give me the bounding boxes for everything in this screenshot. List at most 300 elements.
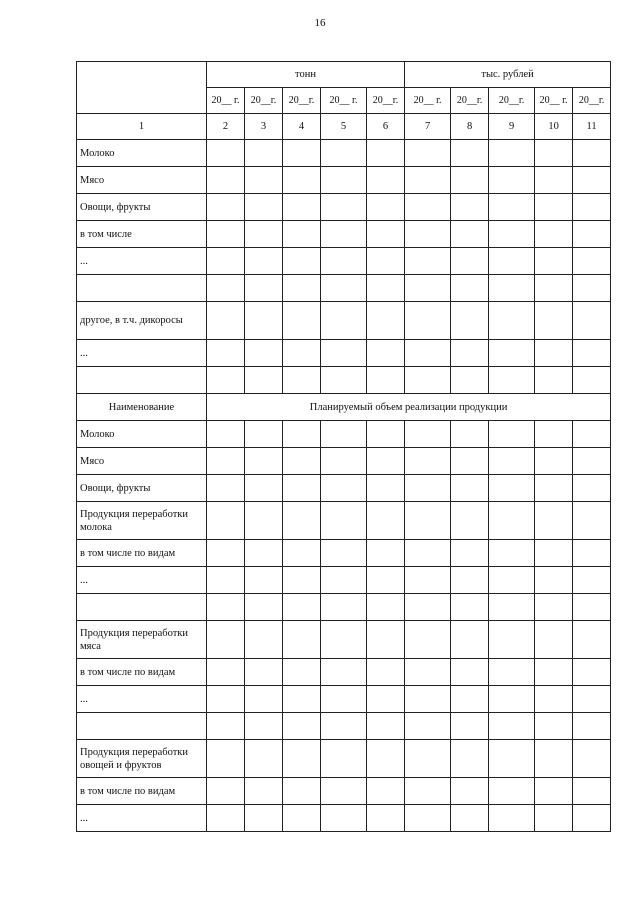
- row-name-cell: Мясо: [77, 448, 207, 475]
- value-cell: [451, 194, 489, 221]
- value-cell: [535, 340, 573, 367]
- column-number-cell: 11: [573, 114, 611, 140]
- value-cell: [283, 421, 321, 448]
- value-cell: [207, 713, 245, 740]
- value-cell: [573, 740, 611, 778]
- row-name-cell: ...: [77, 340, 207, 367]
- value-cell: [283, 302, 321, 340]
- header-column-numbers-row: [77, 114, 611, 140]
- value-cell: [321, 805, 367, 832]
- row-name-cell: в том числе по видам: [77, 778, 207, 805]
- value-cell: [535, 502, 573, 540]
- value-cell: [405, 221, 451, 248]
- value-cell: [535, 421, 573, 448]
- column-number-cell: 8: [451, 114, 489, 140]
- table-row: [77, 421, 611, 448]
- value-cell: [245, 740, 283, 778]
- page-number: 16: [314, 17, 326, 29]
- value-cell: [283, 740, 321, 778]
- value-cell: [405, 167, 451, 194]
- value-cell: [367, 805, 405, 832]
- value-cell: [489, 275, 535, 302]
- value-cell: [573, 248, 611, 275]
- value-cell: [283, 221, 321, 248]
- table-row: [77, 448, 611, 475]
- row-name-cell: [77, 275, 207, 302]
- value-cell: [489, 340, 535, 367]
- value-cell: [405, 421, 451, 448]
- value-cell: [489, 475, 535, 502]
- row-name-cell: Овощи, фрукты: [77, 194, 207, 221]
- value-cell: [207, 594, 245, 621]
- value-cell: [451, 713, 489, 740]
- value-cell: [367, 448, 405, 475]
- row-name-cell: Молоко: [77, 421, 207, 448]
- table-row: [77, 805, 611, 832]
- table-row: [77, 659, 611, 686]
- value-cell: [405, 567, 451, 594]
- value-cell: [573, 659, 611, 686]
- value-cell: [405, 686, 451, 713]
- row-name-cell: Продукция переработки овощей и фруктов: [77, 740, 207, 778]
- value-cell: [321, 567, 367, 594]
- value-cell: [451, 275, 489, 302]
- year-header-cell: 20__г.: [573, 88, 611, 114]
- row-name-cell: Продукция переработки мяса: [77, 621, 207, 659]
- value-cell: [283, 567, 321, 594]
- value-cell: [451, 140, 489, 167]
- value-cell: [207, 340, 245, 367]
- section2-header-row: [77, 394, 611, 421]
- year-header-cell: 20__ г.: [405, 88, 451, 114]
- value-cell: [573, 340, 611, 367]
- value-cell: [489, 686, 535, 713]
- table-row: [77, 594, 611, 621]
- value-cell: [573, 448, 611, 475]
- value-cell: [207, 659, 245, 686]
- value-cell: [489, 194, 535, 221]
- row-name-cell: в том числе по видам: [77, 540, 207, 567]
- value-cell: [573, 140, 611, 167]
- value-cell: [489, 448, 535, 475]
- value-cell: [321, 275, 367, 302]
- value-cell: [535, 621, 573, 659]
- value-cell: [405, 475, 451, 502]
- value-cell: [405, 805, 451, 832]
- value-cell: [451, 421, 489, 448]
- year-header-cell: 20__г.: [489, 88, 535, 114]
- value-cell: [535, 540, 573, 567]
- row-name-cell: ...: [77, 805, 207, 832]
- value-cell: [367, 140, 405, 167]
- year-header-cell: 20__г.: [245, 88, 283, 114]
- value-cell: [405, 275, 451, 302]
- value-cell: [405, 448, 451, 475]
- value-cell: [245, 778, 283, 805]
- value-cell: [321, 302, 367, 340]
- value-cell: [451, 221, 489, 248]
- value-cell: [283, 805, 321, 832]
- value-cell: [573, 778, 611, 805]
- value-cell: [489, 421, 535, 448]
- value-cell: [207, 567, 245, 594]
- value-cell: [535, 713, 573, 740]
- value-cell: [283, 778, 321, 805]
- column-number-cell: 2: [207, 114, 245, 140]
- value-cell: [367, 275, 405, 302]
- value-cell: [321, 502, 367, 540]
- table-row: [77, 713, 611, 740]
- value-cell: [321, 713, 367, 740]
- value-cell: [245, 194, 283, 221]
- value-cell: [535, 659, 573, 686]
- column-number-cell: 5: [321, 114, 367, 140]
- table-row: [77, 540, 611, 567]
- value-cell: [207, 194, 245, 221]
- value-cell: [283, 140, 321, 167]
- value-cell: [207, 421, 245, 448]
- value-cell: [321, 475, 367, 502]
- value-cell: [489, 367, 535, 394]
- value-cell: [489, 659, 535, 686]
- value-cell: [367, 740, 405, 778]
- value-cell: [535, 594, 573, 621]
- value-cell: [535, 448, 573, 475]
- table-row: [77, 567, 611, 594]
- table-row: [77, 167, 611, 194]
- value-cell: [535, 140, 573, 167]
- value-cell: [367, 340, 405, 367]
- value-cell: [245, 540, 283, 567]
- value-cell: [489, 713, 535, 740]
- value-cell: [489, 594, 535, 621]
- header-group-rubles: тыс. рублей: [405, 62, 611, 88]
- value-cell: [489, 248, 535, 275]
- value-cell: [207, 221, 245, 248]
- value-cell: [367, 621, 405, 659]
- value-cell: [321, 367, 367, 394]
- row-name-cell: Овощи, фрукты: [77, 475, 207, 502]
- production-form-table: [76, 61, 611, 832]
- table-row: [77, 275, 611, 302]
- value-cell: [367, 713, 405, 740]
- value-cell: [367, 686, 405, 713]
- value-cell: [535, 367, 573, 394]
- value-cell: [451, 367, 489, 394]
- value-cell: [489, 167, 535, 194]
- value-cell: [283, 540, 321, 567]
- value-cell: [405, 540, 451, 567]
- value-cell: [573, 502, 611, 540]
- value-cell: [283, 621, 321, 659]
- value-cell: [283, 686, 321, 713]
- value-cell: [451, 340, 489, 367]
- value-cell: [573, 302, 611, 340]
- header-blank-cell: [77, 62, 207, 114]
- value-cell: [367, 248, 405, 275]
- value-cell: [367, 302, 405, 340]
- row-name-cell: Продукция переработки молока: [77, 502, 207, 540]
- value-cell: [573, 194, 611, 221]
- value-cell: [207, 367, 245, 394]
- value-cell: [321, 340, 367, 367]
- value-cell: [405, 340, 451, 367]
- value-cell: [573, 686, 611, 713]
- header-group-row: [77, 62, 611, 88]
- table-body: [77, 62, 611, 832]
- column-number-cell: 4: [283, 114, 321, 140]
- value-cell: [535, 778, 573, 805]
- value-cell: [245, 167, 283, 194]
- year-header-cell: 20__ г.: [535, 88, 573, 114]
- value-cell: [245, 659, 283, 686]
- value-cell: [367, 502, 405, 540]
- value-cell: [207, 778, 245, 805]
- value-cell: [283, 448, 321, 475]
- value-cell: [245, 421, 283, 448]
- row-name-cell: [77, 594, 207, 621]
- value-cell: [321, 248, 367, 275]
- value-cell: [321, 686, 367, 713]
- value-cell: [489, 805, 535, 832]
- value-cell: [451, 540, 489, 567]
- value-cell: [489, 567, 535, 594]
- value-cell: [367, 540, 405, 567]
- section2-volume-label: Планируемый объем реализации продукции: [207, 394, 611, 421]
- value-cell: [321, 540, 367, 567]
- value-cell: [489, 502, 535, 540]
- value-cell: [321, 421, 367, 448]
- row-name-cell: в том числе по видам: [77, 659, 207, 686]
- value-cell: [283, 194, 321, 221]
- value-cell: [283, 659, 321, 686]
- value-cell: [573, 167, 611, 194]
- value-cell: [451, 302, 489, 340]
- value-cell: [245, 275, 283, 302]
- header-group-tonnes: тонн: [207, 62, 405, 88]
- value-cell: [321, 659, 367, 686]
- value-cell: [489, 740, 535, 778]
- value-cell: [451, 659, 489, 686]
- value-cell: [535, 275, 573, 302]
- value-cell: [367, 778, 405, 805]
- value-cell: [535, 475, 573, 502]
- year-header-cell: 20__ г.: [207, 88, 245, 114]
- value-cell: [207, 167, 245, 194]
- value-cell: [283, 713, 321, 740]
- row-name-cell: ...: [77, 567, 207, 594]
- value-cell: [207, 448, 245, 475]
- value-cell: [283, 367, 321, 394]
- value-cell: [535, 686, 573, 713]
- value-cell: [405, 778, 451, 805]
- value-cell: [489, 778, 535, 805]
- table-row: [77, 475, 611, 502]
- value-cell: [573, 540, 611, 567]
- value-cell: [405, 659, 451, 686]
- value-cell: [245, 221, 283, 248]
- value-cell: [451, 594, 489, 621]
- year-header-cell: 20__ г.: [321, 88, 367, 114]
- value-cell: [405, 367, 451, 394]
- value-cell: [405, 713, 451, 740]
- value-cell: [535, 221, 573, 248]
- value-cell: [321, 778, 367, 805]
- value-cell: [405, 740, 451, 778]
- value-cell: [321, 194, 367, 221]
- value-cell: [489, 302, 535, 340]
- value-cell: [451, 448, 489, 475]
- table-row: [77, 194, 611, 221]
- row-name-cell: Молоко: [77, 140, 207, 167]
- table-row: [77, 302, 611, 340]
- value-cell: [489, 621, 535, 659]
- value-cell: [245, 475, 283, 502]
- value-cell: [207, 275, 245, 302]
- value-cell: [367, 167, 405, 194]
- row-name-cell: ...: [77, 248, 207, 275]
- value-cell: [489, 221, 535, 248]
- value-cell: [367, 367, 405, 394]
- year-header-cell: 20__г.: [283, 88, 321, 114]
- value-cell: [367, 221, 405, 248]
- value-cell: [207, 302, 245, 340]
- value-cell: [245, 502, 283, 540]
- row-name-cell: другое, в т.ч. дикоросы: [77, 302, 207, 340]
- value-cell: [405, 594, 451, 621]
- value-cell: [535, 167, 573, 194]
- value-cell: [451, 567, 489, 594]
- value-cell: [367, 475, 405, 502]
- value-cell: [283, 340, 321, 367]
- row-name-cell: [77, 367, 207, 394]
- value-cell: [573, 475, 611, 502]
- value-cell: [245, 248, 283, 275]
- value-cell: [535, 740, 573, 778]
- value-cell: [451, 740, 489, 778]
- value-cell: [207, 740, 245, 778]
- value-cell: [573, 594, 611, 621]
- value-cell: [321, 621, 367, 659]
- value-cell: [321, 167, 367, 194]
- value-cell: [283, 275, 321, 302]
- value-cell: [207, 248, 245, 275]
- value-cell: [367, 194, 405, 221]
- value-cell: [573, 621, 611, 659]
- value-cell: [367, 594, 405, 621]
- row-name-cell: [77, 713, 207, 740]
- value-cell: [573, 275, 611, 302]
- value-cell: [367, 659, 405, 686]
- value-cell: [283, 167, 321, 194]
- row-name-cell: ...: [77, 686, 207, 713]
- table-row: [77, 340, 611, 367]
- value-cell: [321, 594, 367, 621]
- value-cell: [207, 621, 245, 659]
- value-cell: [535, 302, 573, 340]
- value-cell: [535, 194, 573, 221]
- value-cell: [207, 805, 245, 832]
- value-cell: [245, 567, 283, 594]
- column-number-cell: 7: [405, 114, 451, 140]
- table-row: [77, 502, 611, 540]
- value-cell: [451, 805, 489, 832]
- value-cell: [573, 713, 611, 740]
- column-number-cell: 1: [77, 114, 207, 140]
- row-name-cell: в том числе: [77, 221, 207, 248]
- year-header-cell: 20__г.: [367, 88, 405, 114]
- table-row: [77, 248, 611, 275]
- value-cell: [573, 805, 611, 832]
- value-cell: [367, 567, 405, 594]
- value-cell: [535, 805, 573, 832]
- value-cell: [451, 502, 489, 540]
- table-row: [77, 686, 611, 713]
- value-cell: [321, 140, 367, 167]
- value-cell: [573, 367, 611, 394]
- column-number-cell: 3: [245, 114, 283, 140]
- column-number-cell: 9: [489, 114, 535, 140]
- value-cell: [245, 686, 283, 713]
- row-name-cell: Мясо: [77, 167, 207, 194]
- value-cell: [321, 221, 367, 248]
- value-cell: [245, 621, 283, 659]
- value-cell: [321, 448, 367, 475]
- value-cell: [283, 248, 321, 275]
- value-cell: [451, 686, 489, 713]
- value-cell: [207, 502, 245, 540]
- value-cell: [245, 594, 283, 621]
- column-number-cell: 6: [367, 114, 405, 140]
- value-cell: [489, 540, 535, 567]
- value-cell: [451, 475, 489, 502]
- value-cell: [367, 421, 405, 448]
- table-row: [77, 221, 611, 248]
- value-cell: [245, 302, 283, 340]
- value-cell: [451, 621, 489, 659]
- value-cell: [207, 686, 245, 713]
- value-cell: [245, 340, 283, 367]
- value-cell: [405, 140, 451, 167]
- value-cell: [573, 567, 611, 594]
- column-number-cell: 10: [535, 114, 573, 140]
- value-cell: [451, 248, 489, 275]
- table-row: [77, 621, 611, 659]
- value-cell: [535, 248, 573, 275]
- value-cell: [405, 194, 451, 221]
- year-header-cell: 20__г.: [451, 88, 489, 114]
- value-cell: [245, 805, 283, 832]
- value-cell: [245, 140, 283, 167]
- value-cell: [535, 567, 573, 594]
- value-cell: [451, 167, 489, 194]
- value-cell: [489, 140, 535, 167]
- table-row: [77, 740, 611, 778]
- value-cell: [405, 502, 451, 540]
- value-cell: [283, 475, 321, 502]
- section2-name-label: Наименование: [77, 394, 207, 421]
- value-cell: [245, 448, 283, 475]
- value-cell: [283, 502, 321, 540]
- value-cell: [573, 221, 611, 248]
- value-cell: [451, 778, 489, 805]
- value-cell: [207, 475, 245, 502]
- value-cell: [405, 248, 451, 275]
- value-cell: [207, 540, 245, 567]
- value-cell: [573, 421, 611, 448]
- value-cell: [405, 302, 451, 340]
- value-cell: [207, 140, 245, 167]
